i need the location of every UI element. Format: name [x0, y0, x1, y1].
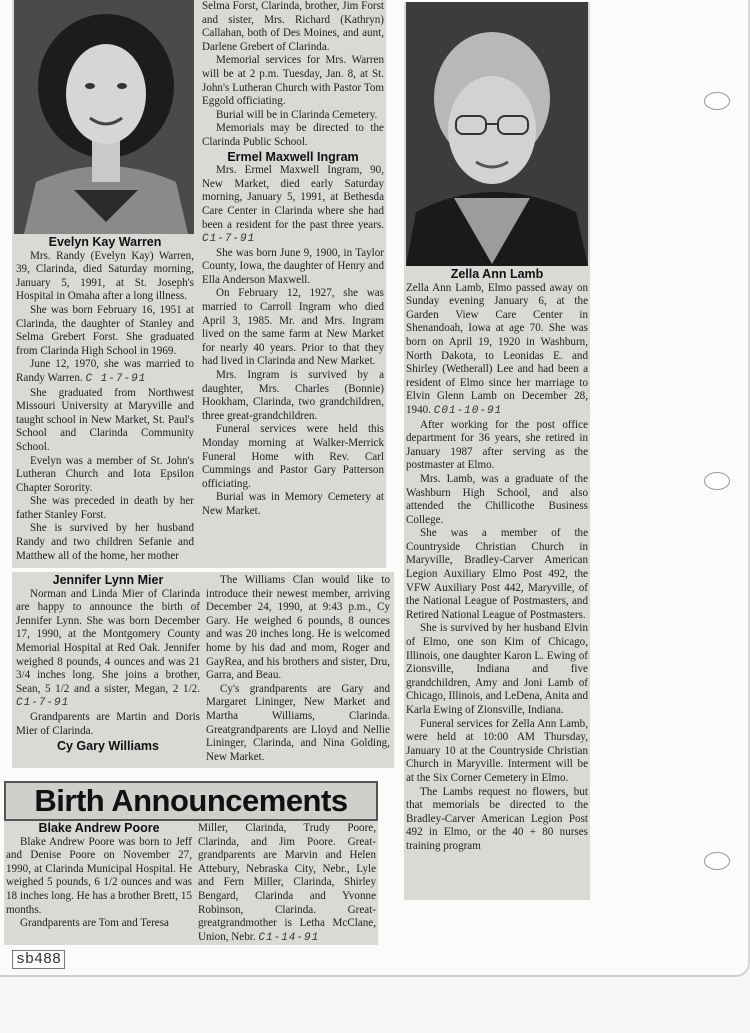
obituary-paragraph: She was born February 16, 1951 at Clarinda, the daughter of Stanley and Selma Grebert Forst. She graduated from Clarinda High School in 1969. [16, 303, 194, 357]
birth-paragraph: Miller, Clarinda, Trudy Poore, Clarinda, and Jim Poore. Great-grandparents are Marvin and Helen Attebury, Nebraska City, Nebr., Lyle and Fern Miller, Clarinda, Shirley Bengard, Clarinda and Yvonne Robinson, Clarinda. Great-greatgrandmother is Letha McClane, Union, Nebr. C1-14-91 [198, 822, 376, 944]
birth-paragraph: The Williams Clan would like to introduce their newest member, arriving December 24, 1990, at 9:43 p.m., Cy Gary. He weighed 6 pounds, 8 ounces and was 20 inches long. He is welcomed home by his dad and mom, Roger and GayRea, and his brothers and sister, Dru, Garra, and Beau. [206, 574, 390, 682]
punch-hole [704, 472, 730, 490]
obituary-paragraph: Selma Forst, Clarinda, brother, Jim Forst and sister, Mrs. Richard (Kathryn) Callahan, both of Des Moines, and aunt, Darlene Grebert of Clarinda. [202, 0, 384, 53]
obituary-paragraph: She graduated from Northwest Missouri University at Maryville and taught school in New Market, St. Paul's School and Clarinda Community School. [16, 386, 194, 453]
handwritten-date-note: C01-10-91 [433, 404, 503, 417]
punch-hole [704, 92, 730, 110]
blake-birth-continued [198, 822, 376, 944]
birth-paragraph: Grandparents are Tom and Teresa [20, 917, 169, 930]
jennifer-birth-text [16, 574, 200, 766]
photo-evelyn-warren [14, 0, 194, 234]
obituary-paragraph: Mrs. Randy (Evelyn Kay) Warren, 39, Clarinda, died Saturday morning, January 5, 1991, at St. Joseph's Hospital in Omaha after a long illness. [16, 249, 194, 303]
obituary-paragraph: Funeral services for Zella Ann Lamb, were held at 10:00 AM Thursday, January 10 at the Countryside Christian Church in Maryville. Interment will be at the Six Corner Cemetery in Elmo. [406, 717, 588, 784]
handwritten-date-note: C1-14-91 [258, 931, 320, 944]
obituary-clipping-warren-ingram [12, 0, 386, 568]
handwritten-date-note: C1-7-91 [16, 697, 70, 710]
obituary-paragraph: The Lambs request no flowers, but that memorials be directed to the Bradley-Carver American Legion Post 492 in Elmo, or the 40 + 80 nurses training program [406, 785, 588, 852]
birth-paragraph: Norman and Linda Mier of Clarinda are happy to announce the birth of Jennifer Lynn. She was born December 17, 1990, at the Montgomery County Memorial Hospital at Red Oak. Jennifer weighed 8 pounds, 4 ounces and was 21 3/4 inches long. She joins a brother, Sean, 5 1/2 and a sister, Megan, 2 1/2. C1-7-91 [16, 587, 200, 710]
birth-paragraph: Cy's grandparents are Gary and Margaret Lininger, New Market and Martha Williams, Clarinda. Greatgrandparents are Lloyd and Nellie Lininger, Clarinda, and Nina Golding, New Market. [206, 682, 390, 763]
obituary-paragraph: After working for the post office department for 36 years, she retired in January 1987 after serving as the postmaster at Elmo. [406, 418, 588, 472]
evelyn-obituary-text [16, 236, 194, 568]
archive-stamp: sb488 [12, 950, 65, 969]
obituary-paragraph: Evelyn was a member of St. John's Lutheran Church and Iota Epsilon Chapter Sorority. [16, 454, 194, 494]
obituary-paragraph: On February 12, 1927, she was married to Carroll Ingram who died April 3, 1985. Mr. and Mrs. Ingram lived on the same farm at New Market for nearly 40 years. Prior to that they had lived in Clarinda and New Market. [202, 287, 384, 368]
birth-announcements-banner: Birth Announcements [4, 781, 378, 821]
obituary-paragraph: Mrs. Lamb, was a graduate of the Washburn High School, and also attended the Chillicothe Business College. [406, 472, 588, 526]
obituary-paragraph: Memorials may be directed to the Clarinda Public School. [202, 122, 384, 148]
obituary-paragraph: June 12, 1970, she was married to Randy Warren. C 1-7-91 [16, 358, 194, 385]
zella-obituary-text [406, 268, 588, 900]
birth-clipping-poore [4, 821, 378, 945]
obituary-paragraph: Mrs. Ingram is survived by a daughter, Mrs. Charles (Bonnie) Hookham, Clarinda, two grandchildren, three great-grandchildren. [202, 369, 384, 422]
obituary-paragraph: Memorial services for Mrs. Warren will be at 2 p.m. Tuesday, Jan. 8, at St. John's Lutheran Church with Pastor Tom Eggold officiating. [202, 54, 384, 108]
birth-paragraph: Grandparents are Martin and Doris Mier of Clarinda. [16, 710, 200, 737]
birth-heading: Blake Andrew Poore [38, 822, 160, 835]
obituary-paragraph: Zella Ann Lamb, Elmo passed away on Sunday evening January 6, at the Garden View Care Center in Shenandoah, Iowa at age 70. She was born on April 19, 1920 in Washburn, North Dakota, to Leonidas E. and Shirley (Wetherall) Lee and had been a resident of Elmo since her marriage to Elvin Glenn Lamb on December 28, 1940. C01-10-91 [406, 281, 588, 417]
obituary-paragraph: She was born June 9, 1900, in Taylor County, Iowa, the daughter of Henry and Ella Anderson Maxwell. [202, 246, 384, 286]
birth-heading: Jennifer Lynn Mier [52, 574, 164, 587]
obituary-paragraph: She was a member of the Countryside Christian Church in Maryville, Bradley-Carver American Legion Auxiliary Elmo Post 492, the VFW Auxiliary Post 442, Maryville, of the National League of Postmasters, and Retired National League of Postmasters. [406, 527, 588, 621]
punch-hole [704, 852, 730, 870]
handwritten-date-note: C1-7-91 [202, 233, 256, 246]
obituary-paragraph: Burial will be in Clarinda Cemetery. [216, 108, 378, 121]
obituary-paragraph: Funeral services were held this Monday morning at Walker-Merrick Funeral Home with Rev. Carl Cummings and Pastor Gary Patterson officiating. [202, 423, 384, 490]
obituary-clipping-lamb [404, 2, 590, 900]
birth-heading: Cy Gary Williams [56, 739, 159, 754]
obituary-paragraph: She is survived by her husband Elvin of Elmo, one son Kim of Chicago, Illinois, one daughter Karon L. Ewing of Zionsville, Indiana and five grandchildren, Amy and Joni Lamb of Chicago, Illinois, and LeDena, Anita and Karla Ewing of Zionsville, Indiana. [406, 622, 588, 716]
obituary-heading: Ermel Maxwell Ingram [227, 149, 359, 164]
obituary-heading: Evelyn Kay Warren [48, 236, 162, 249]
obituary-paragraph: She was preceded in death by her father Stanley Forst. [16, 495, 194, 521]
obituary-paragraph: Burial was in Memory Cemetery at New Market. [202, 491, 384, 517]
obituary-paragraph: Mrs. Ermel Maxwell Ingram, 90, New Market, died early Saturday morning, January 5, 1991, at Bethesda Care Center in Clarinda where she had been a resident for the past three years. C1-7-91 [202, 164, 384, 246]
blake-birth-text [6, 822, 192, 944]
right-column-text [202, 0, 384, 568]
birth-paragraph: Blake Andrew Poore was born to Jeff and Denise Poore on November 27, 1990, at Clarinda Municipal Hospital. He weighed 5 pounds, 6 1/2 ounces and was 18 inches long. He has a brother Brett, 15 months. [6, 835, 192, 916]
handwritten-date-note: C 1-7-91 [85, 372, 147, 385]
cy-birth-text [206, 574, 390, 766]
obituary-paragraph: She is survived by her husband Randy and two children Sefanie and Matthew all of the home, her mother [16, 522, 194, 562]
photo-zella-lamb [406, 2, 588, 266]
obituary-heading: Zella Ann Lamb [450, 268, 544, 281]
birth-clipping-mier-williams [12, 572, 394, 768]
